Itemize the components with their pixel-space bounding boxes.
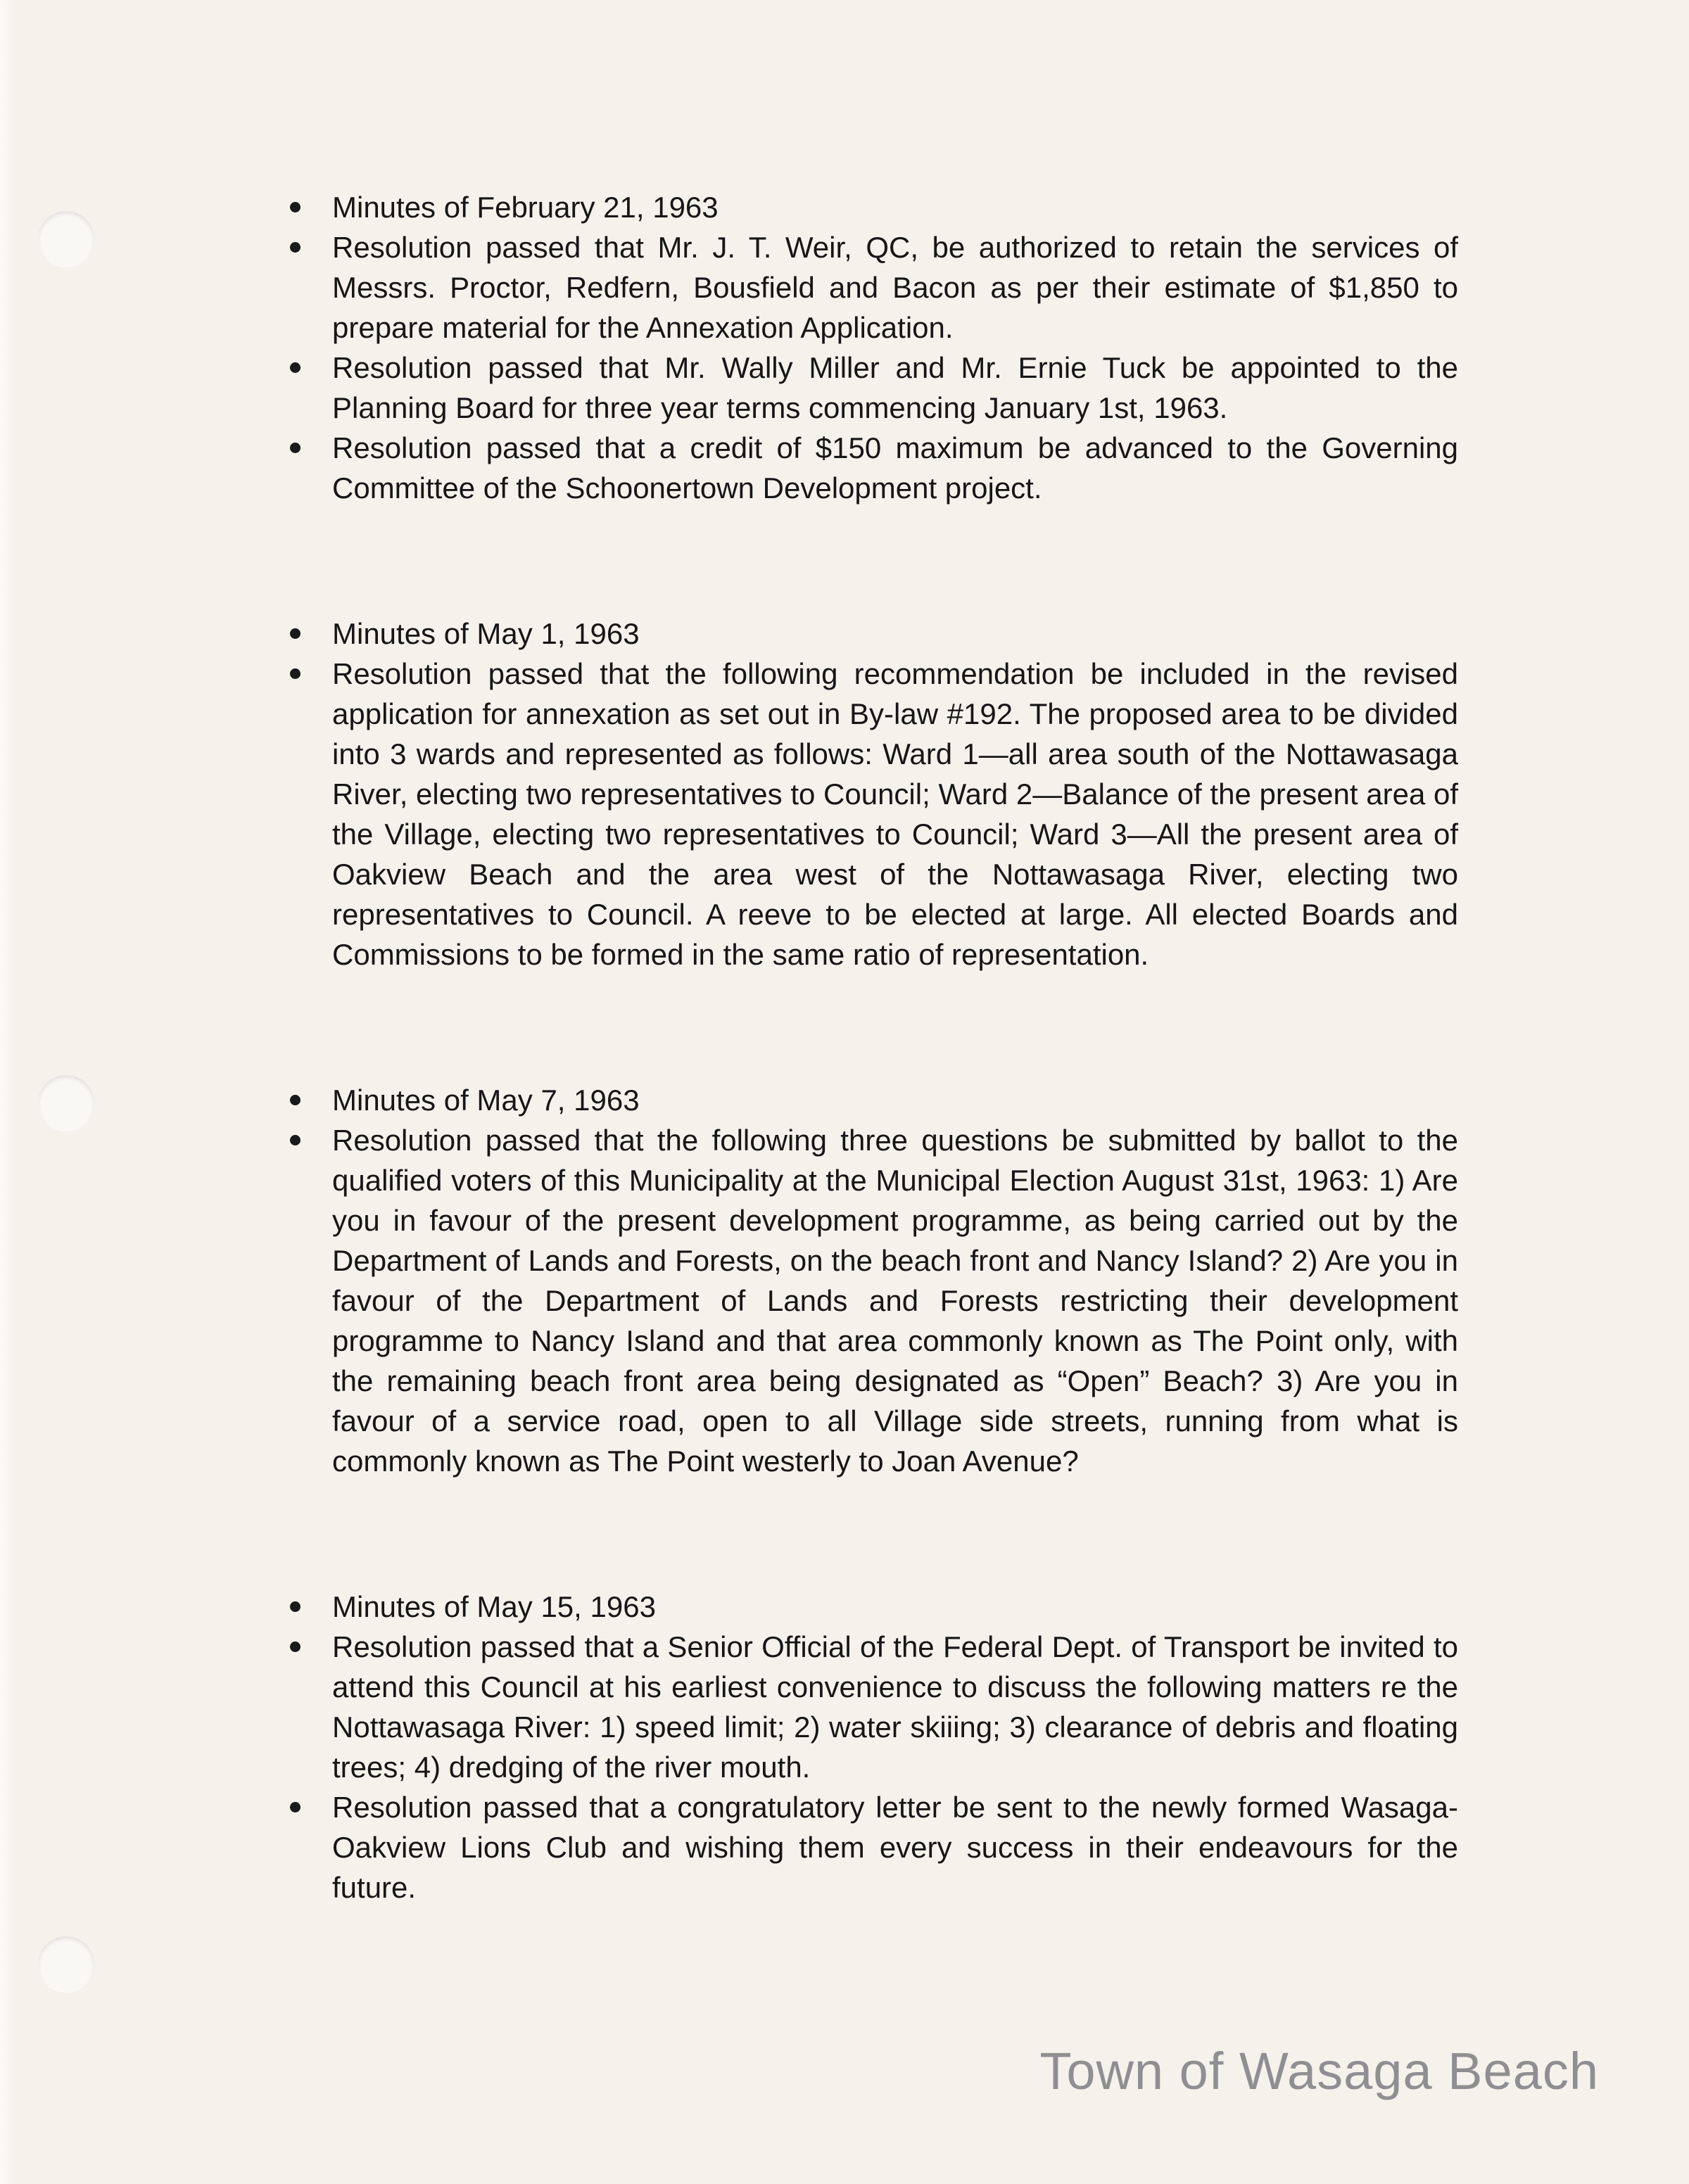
hole-punch-top <box>38 211 94 267</box>
minutes-heading: Minutes of May 15, 1963 <box>274 1587 1458 1627</box>
minutes-list <box>274 614 1458 974</box>
resolution-item: Resolution passed that a credit of $150 maximum be advanced to the Governing Committee of the Schoonertown Development project. <box>274 428 1458 508</box>
minutes-section-may-7-1963 <box>274 1080 1458 1481</box>
minutes-heading: Minutes of February 21, 1963 <box>274 187 1458 227</box>
hole-punch-middle <box>38 1075 94 1131</box>
minutes-section-may-15-1963 <box>274 1587 1458 1907</box>
resolution-item: Resolution passed that a Senior Official of the Federal Dept. of Transport be invited to attend this Council at his earliest convenience to discuss the following matters re the Nottawasaga River: 1) speed limit; 2) water skiiing; 3) clearance of debris and floating trees; 4) dredging of the river mouth. <box>274 1627 1458 1787</box>
hole-punch-bottom <box>38 1936 94 1993</box>
minutes-list <box>274 187 1458 508</box>
resolution-item: Resolution passed that the following recommendation be included in the revised application for annexation as set out in By-law #192. The proposed area to be divided into 3 wards and represented as follows: Ward 1—all area south of the Nottawasaga River, electing two representatives to Council; Ward 2—Balance of the present area of the Village, electing two representatives to Council; Ward 3—All the present area of Oakview Beach and the area west of the Nottawasaga River, electing two representatives to Council. A reeve to be elected at large. All elected Boards and Commissions to be formed in the same ratio of representation. <box>274 654 1458 974</box>
minutes-list <box>274 1587 1458 1907</box>
resolution-item: Resolution passed that Mr. J. T. Weir, QC, be authorized to retain the services of Messrs. Proctor, Redfern, Bousfield and Bacon as per their estimate of $1,850 to prepare material for the Annexation Application. <box>274 227 1458 348</box>
watermark-town-of-wasaga-beach: Town of Wasaga Beach <box>1039 2042 1599 2100</box>
resolution-item: Resolution passed that the following three questions be submitted by ballot to the qualified voters of this Municipality at the Municipal Election August 31st, 1963: 1) Are you in favour of the present development programme, as being carried out by the Department of Lands and Forests, on the beach front and Nancy Island? 2) Are you in favour of the Department of Lands and Forests restricting their development programme to Nancy Island and that area commonly known as The Point only, with the remaining beach front area being designated as “Open” Beach? 3) Are you in favour of a service road, open to all Village side streets, running from what is commonly known as The Point westerly to Joan Avenue? <box>274 1120 1458 1481</box>
minutes-section-may-1-1963 <box>274 614 1458 974</box>
resolution-item: Resolution passed that a congratulatory letter be sent to the newly formed Wasaga-Oakview Lions Club and wishing them every success in their endeavours for the future. <box>274 1787 1458 1907</box>
minutes-heading: Minutes of May 1, 1963 <box>274 614 1458 654</box>
minutes-list <box>274 1080 1458 1481</box>
minutes-heading: Minutes of May 7, 1963 <box>274 1080 1458 1120</box>
resolution-item: Resolution passed that Mr. Wally Miller and Mr. Ernie Tuck be appointed to the Planning Board for three year terms commencing January 1st, 1963. <box>274 348 1458 428</box>
scan-edge-artifact <box>0 0 15 2184</box>
minutes-section-feb-21-1963 <box>274 187 1458 508</box>
minutes-content <box>274 187 1458 2013</box>
